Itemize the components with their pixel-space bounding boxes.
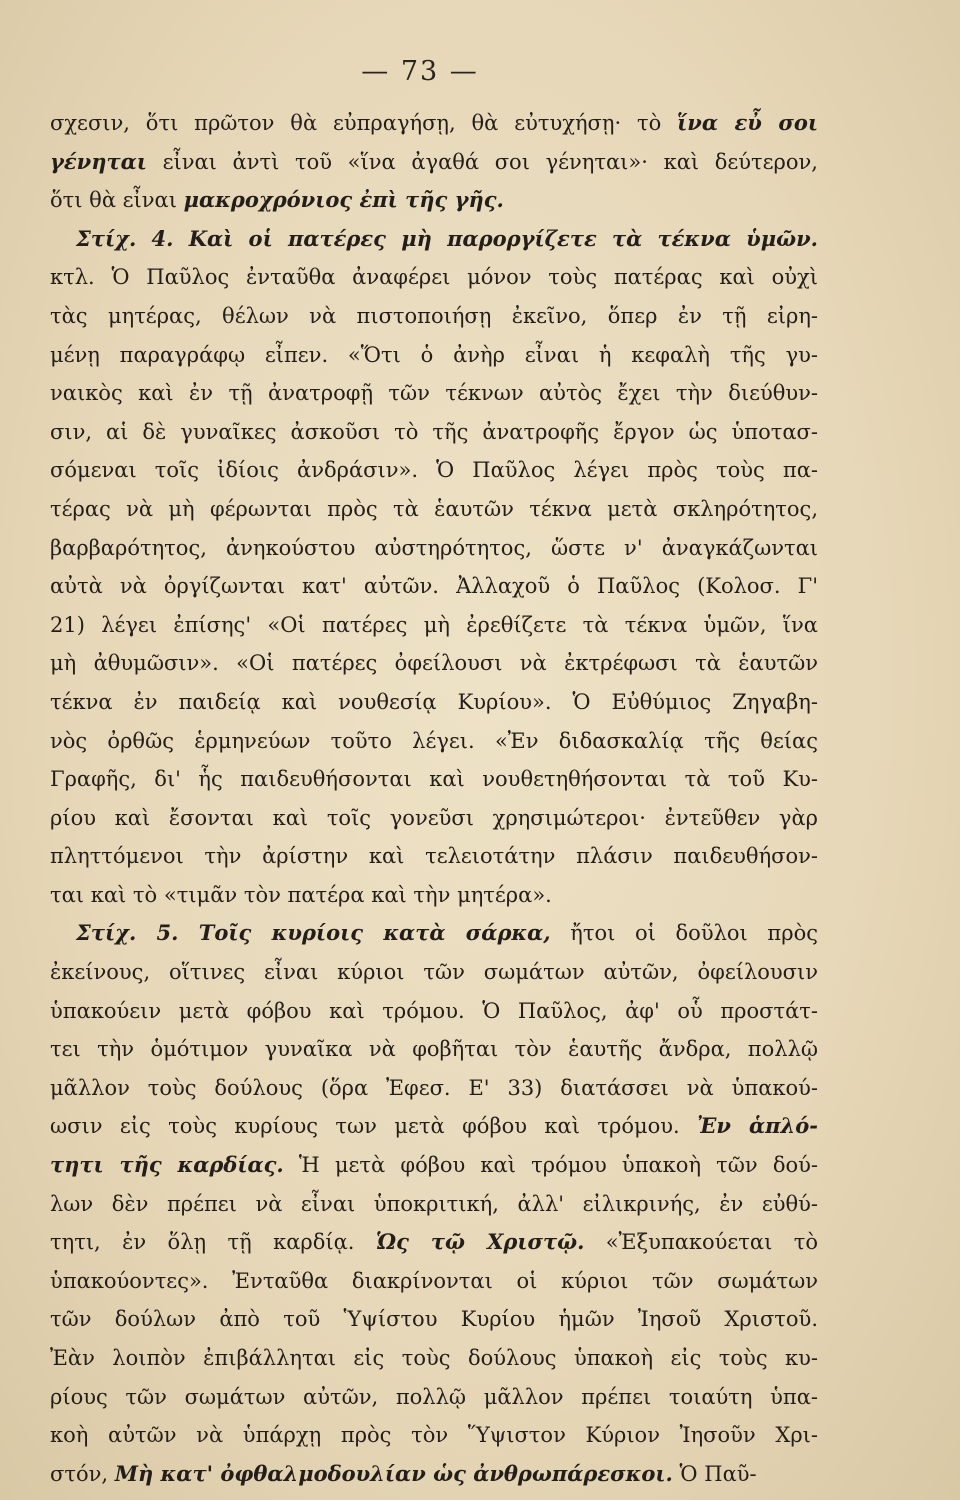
text-line [50, 953, 818, 992]
text-run: εἶναι ἀντὶ τοῦ «ἵνα ἀγαθά σοι γένηται»· καὶ δεύτερον, [146, 149, 818, 174]
text-run: ρίου καὶ ἔσονται καὶ τοῖς γονεῦσι χρησιμώτεροι· ἐντεῦθεν γὰρ [50, 805, 818, 830]
text-line [50, 104, 818, 143]
text-line [50, 297, 818, 336]
text-line [50, 336, 818, 375]
text-run: Ὁ Παῦ- [672, 1461, 757, 1486]
emphasis-text: γένηται [50, 148, 147, 174]
text-run: ρίους τῶν σωμάτων αὐτῶν, πολλῷ μᾶλλον πρέπει τοιαύτη ὑπα- [50, 1384, 818, 1409]
text-run: μᾶλλον τοὺς δούλους (ὅρα Ἐφεσ. Ε' 33) διατάσσει νὰ ὑπακού- [50, 1075, 818, 1100]
text-line [50, 876, 818, 915]
text-run: σχεσιν, ὅτι πρῶτον θὰ εὐπραγήσῃ, θὰ εὐτυχήσῃ· τὸ [50, 111, 678, 135]
text-line [50, 374, 818, 413]
text-line [50, 799, 818, 838]
text-run: τει τὴν ὁμότιμον γυναῖκα νὰ φοβῆται τὸν ἑαυτῆς ἄνδρα, πολλῷ [50, 1037, 818, 1062]
text-line [50, 760, 818, 799]
text-run: βαρβαρότητος, ἀνηκούστου αὐστηρότητος, ὥστε ν' ἀναγκάζωνται [50, 535, 818, 560]
text-line [50, 1300, 818, 1339]
text-line [50, 1030, 818, 1069]
text-run: ὑπακούειν μετὰ φόβου καὶ τρόμου. Ὁ Παῦλος, ἀφ' οὗ προστάτ- [50, 998, 818, 1023]
text-run: ωσιν εἰς τοὺς κυρίους των μετὰ φόβου καὶ τρόμου. [50, 1114, 698, 1139]
text-line [50, 1223, 818, 1262]
text-line [50, 181, 818, 220]
text-run: ἤτοι οἱ δοῦλοι πρὸς [550, 921, 818, 946]
text-run: Γραφῆς, δι' ἧς παιδευθήσονται καὶ νουθετηθήσονται τὰ τοῦ Κυ- [50, 767, 818, 792]
text-run: 21) λέγει ἐπίσης' «Οἱ πατέρες μὴ ἐρεθίζετε τὰ τέκνα ὑμῶν, ἵνα [50, 612, 818, 637]
text-run: Ἡ μετὰ φόβου καὶ τρόμου ὑπακοὴ τῶν δού- [283, 1153, 818, 1178]
text-line [50, 1262, 818, 1301]
text-run: «Ἐξυπακούεται τὸ [584, 1230, 818, 1255]
text-line [50, 1339, 818, 1378]
emphasis-text: μακροχρόνιος ἐπὶ τῆς γῆς. [183, 187, 504, 213]
text-line [50, 1185, 818, 1224]
text-run: ὑπακούοντες». Ἐνταῦθα διακρίνονται οἱ κύριοι τῶν σωμάτων [50, 1268, 818, 1293]
text-run: τῶν δούλων ἀπὸ τοῦ Ὑψίστου Κυρίου ἡμῶν Ἰησοῦ Χριστοῦ. [50, 1307, 818, 1332]
text-run: ὅτι θὰ εἶναι [50, 188, 184, 213]
text-line [50, 1107, 818, 1146]
text-line [50, 914, 818, 953]
text-run: πληττόμενοι τὴν ἀρίστην καὶ τελειοτάτην πλάσιν παιδευθήσον- [50, 844, 818, 869]
text-run: μὴ ἀθυμῶσιν». «Οἱ πατέρες ὀφείλουσι νὰ ἐκτρέφωσι τὰ ἑαυτῶν [50, 651, 818, 676]
page-number: — 73 — [361, 56, 479, 87]
emphasis-text: Ὡς τῷ Χριστῷ. [375, 1229, 585, 1255]
text-run: κοὴ αὐτῶν νὰ ὑπάρχῃ πρὸς τὸν Ὕψιστον Κύριον Ἰησοῦν Χρι- [50, 1423, 818, 1448]
text-line [50, 220, 818, 259]
emphasis-text: τητι τῆς καρδίας. [50, 1152, 284, 1178]
text-run: στόν, [50, 1461, 115, 1486]
text-line [50, 451, 818, 490]
text-run: αὐτὰ νὰ ὀργίζωνται κατ' αὐτῶν. Ἀλλαχοῦ ὁ Παῦλος (Κολοσ. Γ' [50, 574, 818, 599]
text-run: Ἐὰν λοιπὸν ἐπιβάλληται εἰς τοὺς δούλους ὑπακοὴ εἰς τοὺς κυ- [50, 1346, 818, 1370]
text-run: κτλ. Ὁ Παῦλος ἐνταῦθα ἀναφέρει μόνον τοὺς πατέρας καὶ οὐχὶ [50, 265, 818, 290]
emphasis-text: Στίχ. 4. Καὶ οἱ πατέρες μὴ παροργίζετε τὰ τέκνα ὑμῶν. [76, 225, 818, 251]
text-run: τέκνα ἐν παιδείᾳ καὶ νουθεσίᾳ Κυρίου». Ὁ Εὐθύμιος Ζηγαβη- [50, 689, 818, 714]
body-text [50, 104, 818, 1493]
text-line [50, 1069, 818, 1108]
text-run: τητι, ἐν ὅλῃ τῇ καρδίᾳ. [50, 1230, 376, 1255]
text-run: μένῃ παραγράφῳ εἶπεν. «Ὅτι ὁ ἀνὴρ εἶναι ἡ κεφαλὴ τῆς γυ- [50, 342, 818, 367]
text-line [50, 413, 818, 452]
text-line [50, 1416, 818, 1455]
text-run: ται καὶ τὸ «τιμᾶν τὸν πατέρα καὶ τὴν μητέρα». [50, 882, 552, 907]
text-run: σιν, αἱ δὲ γυναῖκες ἀσκοῦσι τὸ τῆς ἀνατροφῆς ἔργον ὡς ὑποτασ- [50, 419, 818, 444]
text-line [50, 606, 818, 645]
text-line [50, 992, 818, 1031]
emphasis-text: Στίχ. 5. Τοῖς κυρίοις κατὰ σάρκα, [76, 920, 551, 946]
text-line [50, 529, 818, 568]
text-line [50, 837, 818, 876]
text-line [50, 258, 818, 297]
text-line [50, 143, 818, 182]
text-line [50, 490, 818, 529]
emphasis-text: ἵνα εὖ σοι [677, 110, 818, 135]
text-line [50, 644, 818, 683]
text-run: τὰς μητέρας, θέλων νὰ πιστοποιήσῃ ἐκεῖνο, ὅπερ ἐν τῇ εἰρη- [50, 303, 818, 328]
text-line [50, 722, 818, 761]
text-line [50, 1455, 818, 1494]
text-run: λων δὲν πρέπει νὰ εἶναι ὑποκριτική, ἀλλ' εἰλικρινής, ἐν εὐθύ- [50, 1191, 818, 1216]
text-line [50, 1378, 818, 1417]
text-line [50, 1146, 818, 1185]
text-run: νὸς ὀρθῶς ἑρμηνεύων τοῦτο λέγει. «Ἐν διδασκαλίᾳ τῆς θείας [50, 728, 818, 753]
emphasis-text: Ἐν ἁπλό- [697, 1113, 818, 1139]
text-run: τέρας νὰ μὴ φέρωνται πρὸς τὰ ἑαυτῶν τέκνα μετὰ σκληρότητος, [50, 496, 818, 521]
text-run: σόμεναι τοῖς ἰδίοις ἀνδράσιν». Ὁ Παῦλος λέγει πρὸς τοὺς πα- [50, 458, 818, 483]
text-line [50, 567, 818, 606]
text-line [50, 683, 818, 722]
emphasis-text: Μὴ κατ' ὀφθαλμοδουλίαν ὡς ἀνθρωπάρεσκοι. [114, 1460, 673, 1486]
text-run: ναικὸς καὶ ἐν τῇ ἀνατροφῇ τῶν τέκνων αὐτὸς ἔχει τὴν διεύθυν- [50, 381, 818, 406]
text-run: ἐκείνους, οἵτινες εἶναι κύριοι τῶν σωμάτων αὐτῶν, ὀφείλουσιν [50, 960, 818, 985]
